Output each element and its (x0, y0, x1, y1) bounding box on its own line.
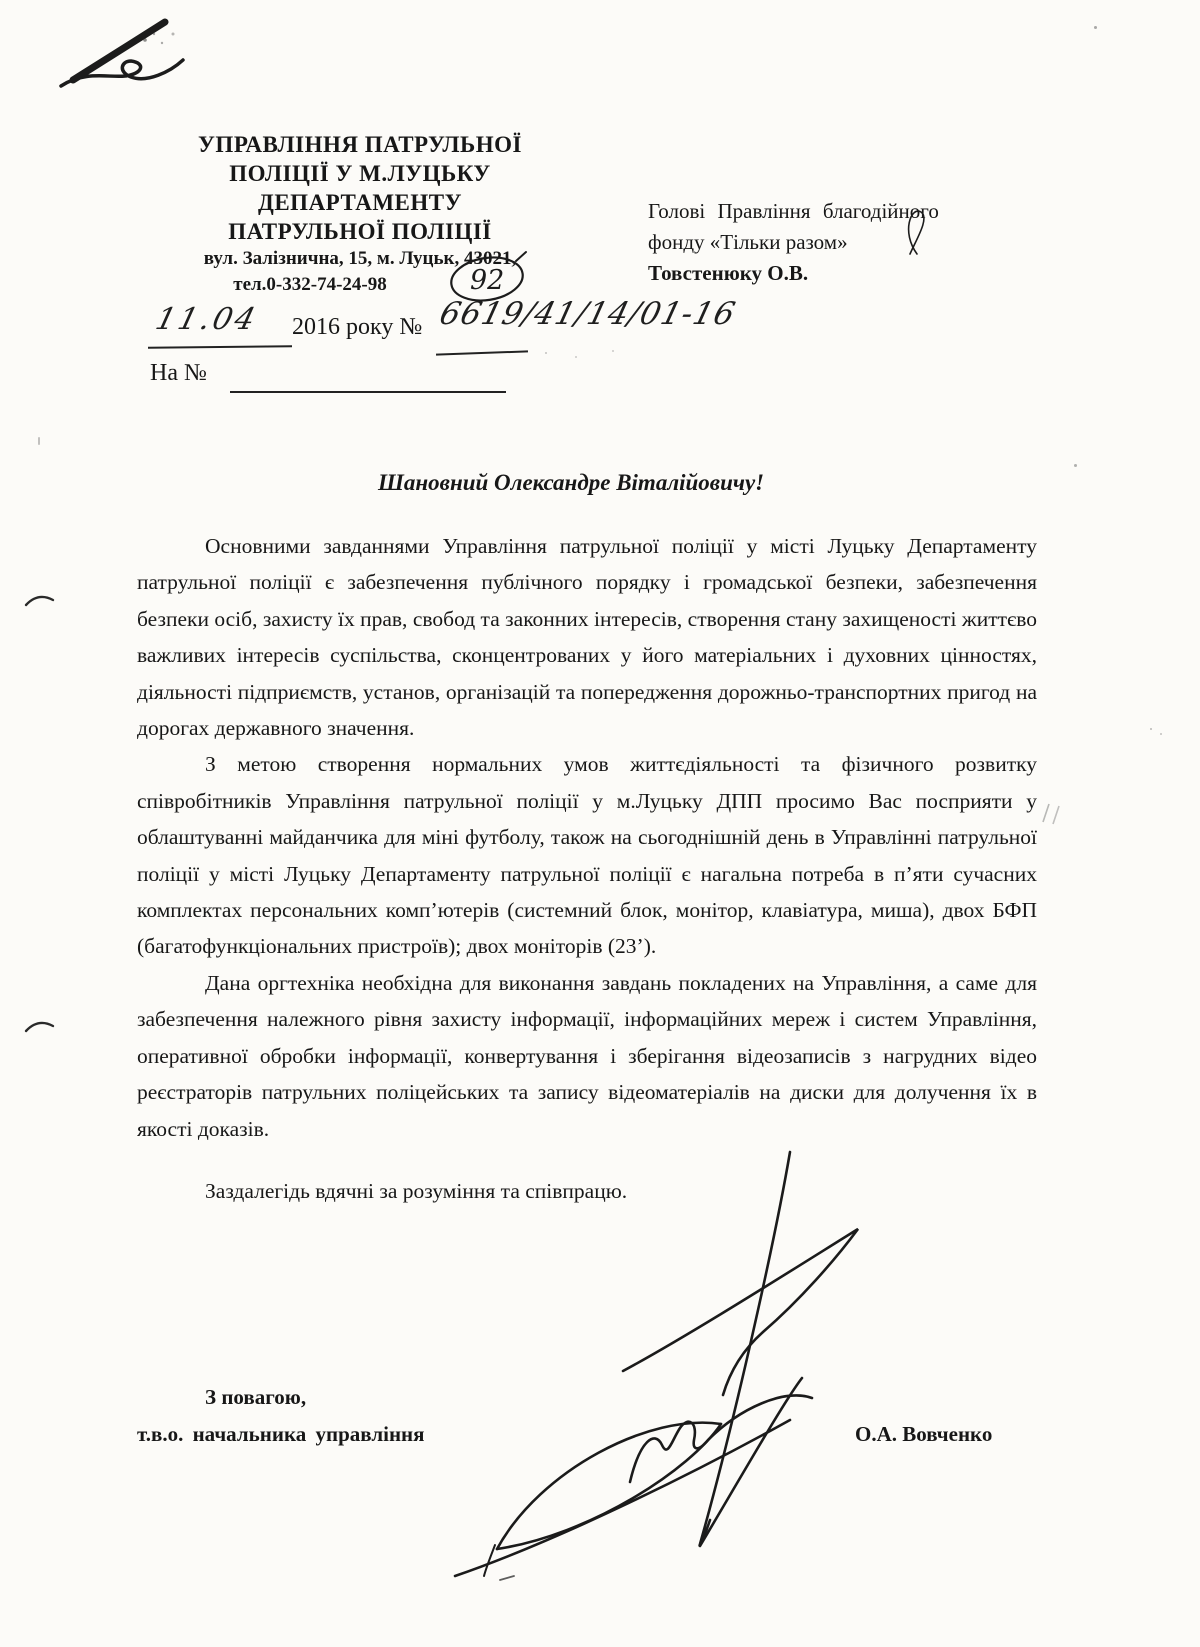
body-paragraph: Основними завданнями Управління патрульної поліції у місті Луцьку Департаменту патрульної поліції є забезпечення публічного порядку і громадської безпеки, забезпечення безпеки осіб, захисту їх прав, свобод та законних інтересів, створення стану захищеності життєво важливих інтересів суспільства, сконцентрованих у його матеріальних і духовних цінностях, діяльності підприємств, установ, організацій та попередження дорожньо-транспортних пригод на дорогах державного значення. (137, 534, 1037, 741)
number-underline (436, 350, 528, 355)
reply-to-label: На № (150, 360, 207, 386)
margin-check-mark (24, 1016, 56, 1036)
org-line: УПРАВЛІННЯ ПАТРУЛЬНОЇ (198, 132, 522, 157)
signer-name: О.А. Вовченко (855, 1422, 993, 1446)
scan-speck (1150, 728, 1152, 730)
body-paragraph: Дана оргтехніка необхідна для виконання завдань покладених на Управління, а саме для забезпечення належного рівня захисту інформації, інформаційних мереж і систем Управління, оперативної обробки інформації, конвертування і зберігання відеозаписів з нагрудних відео реєстраторів патрульних поліцейських та запису відеоматеріалів на диски для долучення їх в якості доказів. (137, 970, 1037, 1141)
svg-text:92: 92 (470, 265, 505, 296)
letter-body (137, 528, 1037, 1209)
handwritten-date: 11.04 (152, 302, 262, 337)
scan-speck (38, 437, 40, 445)
org-line: ПАТРУЛЬНОЇ ПОЛІЦІЇ (228, 219, 492, 244)
recipient-block (648, 196, 1036, 289)
salutation: Шановний Олександре Віталійовичу! (378, 470, 765, 495)
org-line: ПОЛІЦІЇ У М.ЛУЦЬКУ (229, 161, 491, 186)
margin-check-mark (24, 590, 56, 610)
scan-speck (612, 350, 614, 352)
printed-date-label: 2016 року № (292, 314, 423, 340)
scan-speck (1074, 464, 1077, 467)
letterhead-phone: тел.0-332-74-24-98 (233, 274, 387, 295)
pen-loop-mark (897, 200, 935, 262)
recipient-line: фонду «Тільки разом» (648, 230, 848, 254)
closing-phrase: З повагою, (205, 1385, 307, 1409)
recipient-name: Товстенюку О.В. (648, 261, 809, 285)
scan-speck (575, 356, 577, 358)
handwritten-signature (440, 1140, 900, 1610)
scan-speck (545, 352, 547, 354)
org-line: ДЕПАРТАМЕНТУ (258, 190, 462, 215)
body-paragraph: З метою створення нормальних умов життєдіяльності та фізичного розвитку співробітників Управління патрульної поліції у м.Луцьку ДПП просимо Вас посприяти у облаштуванні майданчика для міні футболу, також на сьогоднішній день в Управлінні патрульної поліції у місті Луцьку Департаменту патрульної поліції є нагальна потреба в п’яти сучасних комплектах персональних комп’ютерів (системний блок, монітор, клавіатура, миша), двох БФП (багатофункціональних пристроїв); двох моніторів (23’). (137, 752, 1037, 959)
letterhead-address: вул. Залізнична, 15, м. Луцьк, 43021, (203, 248, 517, 269)
recipient-line: Голові Правління благодійного (648, 199, 939, 223)
handwritten-outgoing-number: 6619/41/14/01-16 (436, 296, 740, 332)
scan-speck (1160, 733, 1162, 735)
letterhead-org-name (150, 130, 570, 246)
signer-title: т.в.о. начальника управління (137, 1422, 425, 1446)
reply-blank-line (230, 391, 506, 393)
pen-scribble-mark (25, 12, 195, 100)
pencil-slash-mark (1040, 800, 1064, 826)
scan-speck (1094, 26, 1097, 29)
body-paragraph: Заздалегідь вдячні за розуміння та співпрацю. (205, 1178, 628, 1203)
date-underline (148, 345, 292, 349)
